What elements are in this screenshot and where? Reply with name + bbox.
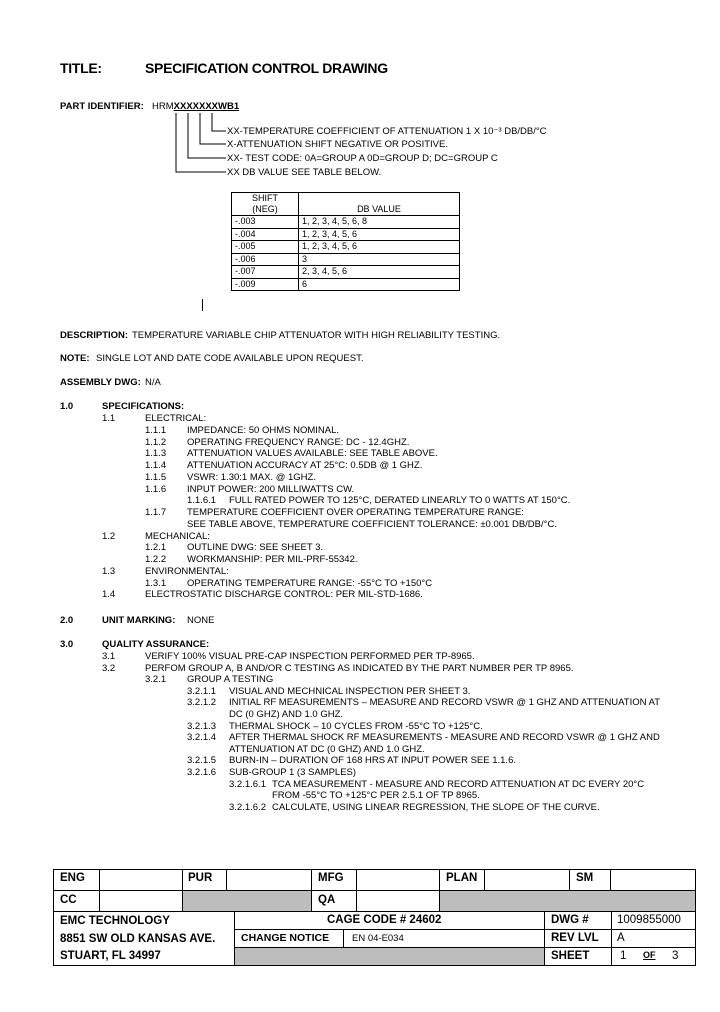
item-number: 3.2.1.6 bbox=[187, 767, 217, 778]
item-text: ATTENUATION AT DC (0 GHZ) AND 1.0 GHZ. bbox=[229, 743, 425, 755]
unit-marking-label: UNIT MARKING: bbox=[102, 615, 176, 626]
db-cell: 2, 3, 4, 5, 6 bbox=[299, 266, 460, 279]
item-text: CALCULATE, USING LINEAR REGRESSION, THE SLOPE OF THE CURVE. bbox=[272, 801, 600, 813]
description-text: TEMPERATURE VARIABLE CHIP ATTENUATOR WITH HIGH RELIABILITY TESTING. bbox=[132, 330, 501, 341]
table-header-row bbox=[232, 193, 460, 216]
shift-cell: -.004 bbox=[232, 228, 299, 241]
item-text: AFTER THERMAL SHOCK RF MEASUREMENTS - MEASURE AND RECORD VSWR @ 1 GHZ AND bbox=[229, 732, 660, 744]
cell-change-notice bbox=[234, 929, 344, 948]
cell-rev bbox=[544, 929, 612, 948]
spec-section-number: 1.0 bbox=[60, 401, 74, 412]
item-number: 1.1.3 bbox=[145, 448, 167, 460]
item-number: 1.2.1 bbox=[145, 542, 167, 554]
sheet-of: OF bbox=[643, 950, 656, 960]
leader-attn-shift bbox=[200, 113, 226, 144]
item-text: VISUAL AND MECHNICAL INSPECTION PER SHEET 3. bbox=[229, 685, 471, 697]
unit-marking-number: 2.0 bbox=[60, 615, 74, 626]
sheet-label: SHEET bbox=[551, 950, 590, 962]
callout-db-value: XX DB VALUE SEE TABLE BELOW. bbox=[227, 167, 382, 178]
cell-eng-value bbox=[99, 869, 183, 891]
spec-section-title: SPECIFICATIONS: bbox=[102, 401, 185, 412]
pur-label: PUR bbox=[188, 872, 213, 884]
item-text: ENVIRONMENTAL: bbox=[145, 565, 229, 577]
cell-sheet bbox=[544, 947, 612, 966]
item-text: PERFOM GROUP A, B AND/OR C TESTING AS INDICATED BY THE PART NUMBER PER TP 8965. bbox=[145, 662, 574, 674]
leader-db-value bbox=[176, 113, 226, 172]
cc-label: CC bbox=[60, 894, 77, 906]
dwg-value: 1009855000 bbox=[617, 914, 681, 926]
callout-test-code: XX- TEST CODE: 0A=GROUP A 0D=GROUP D; DC=GROUP C bbox=[227, 153, 498, 164]
item-text: ATTENUATION VALUES AVAILABLE: SEE TABLE ABOVE. bbox=[187, 448, 438, 460]
plan-label: PLAN bbox=[446, 872, 478, 884]
shift-cell: -.003 bbox=[232, 216, 299, 229]
eng-label: ENG bbox=[60, 872, 85, 884]
table-row bbox=[232, 278, 460, 291]
item-number: 3.2 bbox=[102, 662, 116, 674]
cell-dwg bbox=[544, 911, 612, 930]
table-row bbox=[232, 266, 460, 279]
cell-rev-value bbox=[611, 929, 696, 948]
item-text: OPERATING TEMPERATURE RANGE: -55°C TO +150°C bbox=[187, 577, 433, 589]
item-number: 3.2.1.3 bbox=[187, 720, 217, 732]
dwg-label: DWG # bbox=[551, 914, 589, 926]
sm-label: SM bbox=[576, 872, 594, 884]
table-row bbox=[232, 216, 460, 229]
company-block bbox=[53, 911, 235, 966]
description-label: DESCRIPTION: bbox=[60, 330, 129, 341]
db-cell: 3 bbox=[299, 253, 460, 266]
item-number: 3.2.1 bbox=[145, 674, 167, 686]
item-text: ELECTRICAL: bbox=[145, 413, 207, 424]
item-text: FROM -55°C TO +125°C PER 2.5.1 OF TP 8965. bbox=[272, 790, 480, 802]
item-number: 1.1.7 bbox=[145, 507, 167, 518]
table-row bbox=[232, 253, 460, 266]
qa-section-title: QUALITY ASSURANCE: bbox=[102, 639, 210, 650]
item-number: 3.2.1.5 bbox=[187, 755, 217, 767]
item-text: MECHANICAL: bbox=[145, 530, 210, 542]
change-notice-label: CHANGE NOTICE bbox=[241, 932, 330, 944]
header-shift: SHIFT (NEG) bbox=[232, 193, 299, 216]
item-text: IMPEDANCE: 50 OHMS NOMINAL. bbox=[187, 424, 340, 436]
item-number: 1.1.4 bbox=[145, 460, 167, 471]
item-number: 3.2.1.2 bbox=[187, 697, 217, 709]
item-text: INITIAL RF MEASUREMENTS – MEASURE AND RECORD VSWR @ 1 GHZ AND ATTENUATION AT bbox=[229, 697, 661, 709]
table-row bbox=[232, 241, 460, 254]
item-number: 1.1.2 bbox=[145, 436, 167, 448]
item-number: 1.3.1 bbox=[145, 577, 167, 589]
qa-label: QA bbox=[318, 894, 336, 906]
cell-qa bbox=[311, 890, 357, 912]
db-cell: 1, 2, 3, 4, 5, 6 bbox=[299, 241, 460, 254]
cell-pur-value bbox=[226, 869, 312, 891]
item-text: GROUP A TESTING bbox=[187, 674, 274, 686]
company-address-1: 8851 SW OLD KANSAS AVE. bbox=[60, 933, 216, 945]
item-text: TEMPERATURE COEFFICIENT OVER OPERATING TEMPERATURE RANGE: bbox=[187, 507, 524, 518]
assembly-text: N/A bbox=[145, 377, 161, 388]
item-number: 1.2 bbox=[102, 530, 116, 542]
cell-sm bbox=[569, 869, 611, 891]
shift-cell: -.009 bbox=[232, 278, 299, 291]
cage-code: CAGE CODE # 24602 bbox=[327, 914, 442, 926]
cell-gray-1 bbox=[182, 890, 312, 912]
item-number: 3.2.1.6.1 bbox=[229, 778, 266, 790]
cell-dwg-value bbox=[611, 911, 696, 930]
cell-plan-value bbox=[484, 869, 570, 891]
company-address-2: STUART, FL 34997 bbox=[60, 950, 161, 962]
cell-cc-value bbox=[99, 890, 183, 912]
db-cell: 1, 2, 3, 4, 5, 6 bbox=[299, 228, 460, 241]
item-number: 3.2.1.1 bbox=[187, 685, 217, 697]
item-text: BURN-IN – DURATION OF 168 HRS AT INPUT POWER SEE 1.1.6. bbox=[229, 755, 516, 767]
cell-cc bbox=[53, 890, 100, 912]
item-text: ELECTROSTATIC DISCHARGE CONTROL: PER MIL-STD-1686. bbox=[145, 589, 423, 601]
item-text: INPUT POWER: 200 MILLIWATTS CW. bbox=[187, 483, 355, 495]
text-cursor-mark bbox=[202, 299, 203, 311]
item-number: 1.1.6 bbox=[145, 483, 167, 495]
item-number: 1.3 bbox=[102, 565, 116, 577]
table-row bbox=[232, 228, 460, 241]
item-number: 3.2.1.4 bbox=[187, 732, 217, 744]
note-label: NOTE: bbox=[60, 353, 90, 364]
item-text: THERMAL SHOCK – 10 CYCLES FROM -55°C TO +125°C. bbox=[229, 720, 483, 732]
callout-temp-coef: XX-TEMPERATURE COEFFICIENT OF ATTENUATION 1 X 10⁻³ DB/DB/°C bbox=[227, 126, 547, 137]
qa-section-number: 3.0 bbox=[60, 639, 74, 650]
db-cell: 1, 2, 3, 4, 5, 6, 8 bbox=[299, 216, 460, 229]
item-text: VERIFY 100% VISUAL PRE-CAP INSPECTION PERFORMED PER TP-8965. bbox=[145, 651, 475, 662]
item-number: 1.4 bbox=[102, 589, 116, 601]
item-text: SUB-GROUP 1 (3 SAMPLES) bbox=[229, 767, 357, 778]
assembly-label: ASSEMBLY DWG: bbox=[60, 377, 141, 388]
part-identifier-label: PART IDENTIFIER: bbox=[60, 101, 144, 112]
rev-label: REV LVL bbox=[551, 932, 599, 944]
cell-mfg-value bbox=[356, 869, 440, 891]
item-number: 1.1.6.1 bbox=[187, 495, 217, 507]
mfg-label: MFG bbox=[318, 872, 344, 884]
item-number: 1.1.1 bbox=[145, 424, 167, 436]
cell-pur bbox=[182, 869, 227, 891]
item-text: FULL RATED POWER TO 125°C, DERATED LINEARLY TO 0 WATTS AT 150°C. bbox=[229, 495, 571, 507]
leader-temp-coef bbox=[212, 113, 226, 131]
page-title: SPECIFICATION CONTROL DRAWING bbox=[145, 60, 388, 76]
header-db-value: DB VALUE bbox=[299, 193, 460, 216]
cell-plan bbox=[439, 869, 485, 891]
rev-value: A bbox=[617, 932, 625, 944]
note-text: SINGLE LOT AND DATE CODE AVAILABLE UPON REQUEST. bbox=[96, 353, 364, 364]
item-number: 3.2.1.6.2 bbox=[229, 801, 266, 813]
change-notice-value: EN 04-E034 bbox=[352, 933, 404, 944]
part-prefix-text: HRM bbox=[152, 101, 174, 112]
cell-sm-value bbox=[610, 869, 696, 891]
company-name: EMC TECHNOLOGY bbox=[60, 915, 170, 927]
item-text: SEE TABLE ABOVE, TEMPERATURE COEFFICIENT TOLERANCE: ±0.001 DB/DB/°C. bbox=[187, 518, 557, 530]
item-text: VSWR: 1.30:1 MAX. @ 1GHZ. bbox=[187, 471, 316, 483]
cell-gray-2 bbox=[439, 890, 696, 912]
cell-gray-3 bbox=[234, 947, 545, 966]
item-number: 1.2.2 bbox=[145, 554, 167, 565]
item-text: OPERATING FREQUENCY RANGE: DC - 12.4GHZ. bbox=[187, 436, 410, 448]
item-number: 1.1.5 bbox=[145, 471, 167, 483]
shift-table bbox=[231, 192, 460, 291]
part-code: XXXXXXXWB1 bbox=[173, 101, 240, 112]
item-text: WORKMANSHIP: PER MIL-PRF-55342. bbox=[187, 554, 358, 565]
sheet-total: 3 bbox=[672, 950, 679, 962]
sheet-number: 1 bbox=[620, 950, 627, 962]
shift-cell: -.007 bbox=[232, 266, 299, 279]
shift-cell: -.006 bbox=[232, 253, 299, 266]
callout-attn-shift: X-ATTENUATION SHIFT NEGATIVE OR POSITIVE. bbox=[227, 139, 448, 150]
item-number: 1.1 bbox=[102, 413, 116, 424]
cell-eng bbox=[53, 869, 100, 891]
shift-cell: -.005 bbox=[232, 241, 299, 254]
cell-mfg bbox=[311, 869, 357, 891]
title-label: TITLE: bbox=[60, 60, 102, 76]
cell-change-notice-value bbox=[343, 929, 545, 948]
item-text: DC (0 GHZ) AND 1.0 GHZ. bbox=[229, 709, 344, 720]
cell-sheet-value bbox=[611, 947, 696, 966]
unit-marking-text: NONE bbox=[187, 615, 215, 626]
cell-cage bbox=[234, 911, 545, 930]
item-number: 3.1 bbox=[102, 651, 116, 662]
cell-qa-value bbox=[356, 890, 440, 912]
item-text: TCA MEASUREMENT - MEASURE AND RECORD ATTENUATION AT DC EVERY 20°C bbox=[272, 778, 645, 790]
db-cell: 6 bbox=[299, 278, 460, 291]
item-text: ATTENUATION ACCURACY AT 25°C: 0.5DB @ 1 GHZ. bbox=[187, 460, 423, 471]
item-text: OUTLINE DWG: SEE SHEET 3. bbox=[187, 542, 324, 554]
leader-test-code bbox=[188, 113, 226, 158]
